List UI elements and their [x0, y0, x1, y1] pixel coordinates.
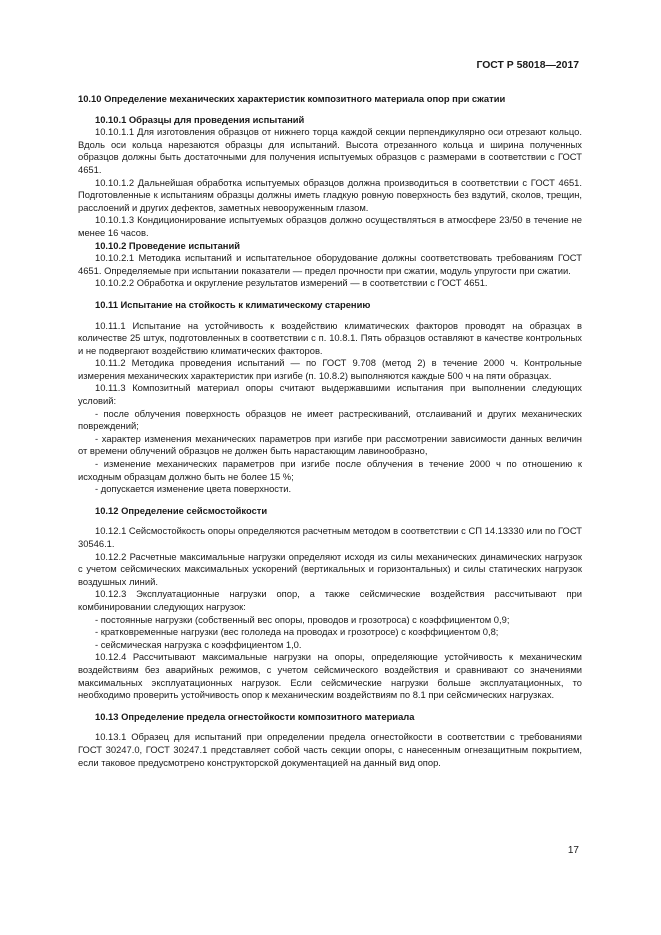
- paragraph-10-10-1-3: 10.10.1.3 Кондиционирование испытуемых образцов должно осуществляться в атмосфере 23/50 в течение не менее 16 часов.: [78, 214, 582, 238]
- paragraph-10-10-2-1: 10.10.2.1 Методика испытаний и испытательное оборудование должны соответствовать требованиям ГОСТ 4651. Определяемые при испытании показатели — предел прочности при сжатии, модуль упругости при сжатии.: [78, 252, 582, 276]
- paragraph-10-12-2: 10.12.2 Расчетные максимальные нагрузки определяют исходя из силы механических динамических нагрузок с учетом сейсмических максимальных ускорений (вертикальных и горизонтальных) и силы статических нагрузок воздушных линий.: [78, 550, 582, 587]
- list-item: - сейсмическая нагрузка с коэффициентом 1,0.: [95, 638, 302, 650]
- section-heading-10-13: 10.13 Определение предела огнестойкости композитного материала: [95, 710, 415, 722]
- section-heading-10-12: 10.12 Определение сейсмостойкости: [95, 504, 268, 516]
- paragraph-10-10-1-2: 10.10.1.2 Дальнейшая обработка испытуемых образцов должна производиться в соответствии с ГОСТ 4651. Подготовленные к испытаниям образцы должны иметь гладкую ровную поверхность без вздутий, сколов, трещин, расслоений и других дефектов, заметных невооруженным глазом.: [78, 176, 582, 213]
- list-item: - постоянные нагрузки (собственный вес опоры, проводов и грозотроса) с коэффициентом 0,9;: [95, 613, 510, 625]
- list-item: - характер изменения механических параметров при изгибе при рассмотрении зависимости данных величин от времени облучений образцов не должен быть нарастающим лавинообразно,: [78, 432, 582, 457]
- list-item: - после облучения поверхность образцов не имеет растрескиваний, отслаиваний и других механических повреждений;: [78, 407, 582, 432]
- document-body: [78, 93, 582, 769]
- list-item: - допускается изменение цвета поверхности.: [95, 483, 292, 495]
- list-item: - кратковременные нагрузки (вес гололеда на проводах и грозотросе) с коэффициентом 0,8;: [95, 626, 499, 638]
- paragraph-10-11-1: 10.11.1 Испытание на устойчивость к воздействию климатических факторов проводят на образцах в количестве 25 штук, подготовленных в соответствии с п. 10.8.1. Пять образцов оставляют в качестве контрольных и не подвергают воздействию климатических факторов.: [78, 319, 582, 356]
- page-number: 17: [567, 845, 579, 856]
- paragraph-10-13-1: 10.13.1 Образец для испытаний при определении предела огнестойкости в соответствии с требованиями ГОСТ 30247.0, ГОСТ 30247.1 представляет собой часть секции опоры, с нанесенным огнезащитным покрытием, если таковое предусмотрено конструкторской документацией на данный вид опор.: [78, 731, 582, 768]
- section-heading-10-11: 10.11 Испытание на стойкость к климатическому старению: [95, 298, 371, 310]
- paragraph-10-12-4: 10.12.4 Рассчитывают максимальные нагрузки на опоры, определяющие устойчивость к механическим воздействиям без аварийных режимов, с учетом сейсмического воздействия и сравнивают со значениями максимальных эксплуатационных нагрузок. Если сейсмические нагрузки больше эксплуатационных, то необходимо проверить устойчивость опор к механическим воздействиям по 8.1 при сейсмических нагрузках.: [78, 651, 582, 701]
- paragraph-10-10-1-1: 10.10.1.1 Для изготовления образцов от нижнего торца каждой секции перпендикулярно оси отрезают кольцо. Вдоль оси кольца нарезаются образцы для испытаний. Высота отрезанного кольца и ширина полученных образцов должны быть достаточными для получения испытуемых образцов с размерами в соответствии с ГОСТ 4651.: [78, 126, 582, 175]
- paragraph-10-11-3: 10.11.3 Композитный материал опоры считают выдержавшими испытания при выполнении следующих условий:: [78, 382, 582, 407]
- subheading-10-10-1: 10.10.1 Образцы для проведения испытаний: [95, 113, 305, 125]
- section-heading-10-10: 10.10 Определение механических характеристик композитного материала опор при сжатии: [78, 93, 506, 104]
- subheading-10-10-2: 10.10.2 Проведение испытаний: [95, 239, 240, 251]
- paragraph-10-12-3: 10.12.3 Эксплуатационные нагрузки опор, а также сейсмические воздействия рассчитывают при комбинировании следующих нагрузок:: [78, 588, 582, 612]
- list-item: - изменение механических параметров при изгибе после облучения в течение 2000 ч по отношению к исходным образцам должно быть не более 15 %;: [78, 458, 582, 482]
- paragraph-10-12-1: 10.12.1 Сейсмостойкость опоры определяются расчетным методом в соответствии с СП 14.13330 или по ГОСТ 30546.1.: [78, 525, 582, 549]
- standard-header: ГОСТ Р 58018—2017: [476, 60, 579, 71]
- paragraph-10-10-2-2: 10.10.2.2 Обработка и округление результатов измерений — в соответствии с ГОСТ 4651.: [95, 277, 488, 289]
- paragraph-10-11-2: 10.11.2 Методика проведения испытаний — по ГОСТ 9.708 (метод 2) в течение 2000 ч. Контрольные измерения механических характеристик при изгибе (п. 10.8.2) выполняются каждые 500 ч на пяти образцах.: [78, 357, 582, 381]
